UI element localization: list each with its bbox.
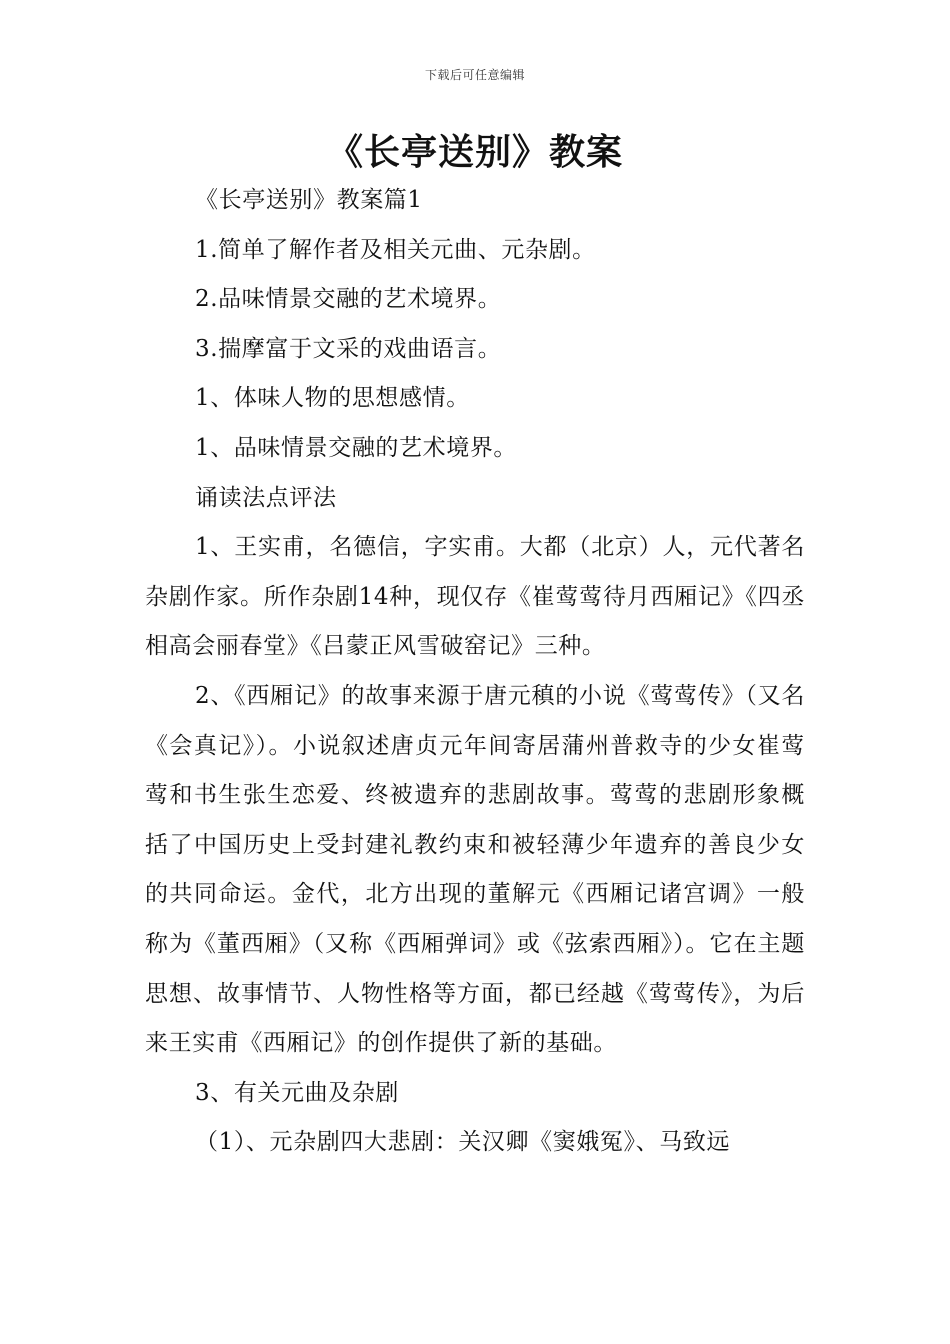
objective-2: 2.品味情景交融的艺术境界。 — [195, 286, 502, 313]
section-heading: 《长亭送别》教案篇1 — [195, 187, 423, 213]
document-body — [145, 176, 805, 1168]
yuanqu-heading: 3、有关元曲及杂剧 — [195, 1079, 400, 1106]
four-tragedies-paragraph: （1）、元杂剧四大悲剧：关汉卿《窦娥冤》、马致远 — [195, 1129, 731, 1156]
document-title: 《长亭送别》教案 — [326, 132, 623, 173]
header-note: 下载后可任意编辑 — [424, 68, 525, 82]
teaching-method: 诵读法点评法 — [195, 484, 337, 511]
objective-1: 1.简单了解作者及相关元曲、元杂剧。 — [195, 236, 596, 263]
objective-3: 3.揣摩富于文采的戏曲语言。 — [195, 335, 502, 362]
author-intro-paragraph: 1、王实甫，名德信，字实甫。大都（北京）人，元代著名杂剧作家。所作杂剧14种，现仅存《崔莺莺待月西厢记》《四丞相高会丽春堂》《吕蒙正风雪破窑记》三种。 — [145, 534, 805, 660]
difficult-point: 1、品味情景交融的艺术境界。 — [195, 434, 518, 461]
story-source-paragraph: 2、《西厢记》的故事来源于唐元稹的小说《莺莺传》（又名《会真记》）。小说叙述唐贞元年间寄居蒲州普救寺的少女崔莺莺和书生张生恋爱、终被遗弃的悲剧故事。莺莺的悲剧形象概括了中国历史上受封建礼教约束和被轻薄少年遗弃的善良少女的共同命运。金代，北方出现的董解元《西厢记诸宫调》一般称为《董西厢》（又称《西厢弹词》或《弦索西厢》）。它在主题思想、故事情节、人物性格等方面，都已经越《莺莺传》，为后来王实甫《西厢记》的创作提供了新的基础。 — [145, 682, 805, 1057]
key-point: 1、体味人物的思想感情。 — [195, 385, 470, 412]
